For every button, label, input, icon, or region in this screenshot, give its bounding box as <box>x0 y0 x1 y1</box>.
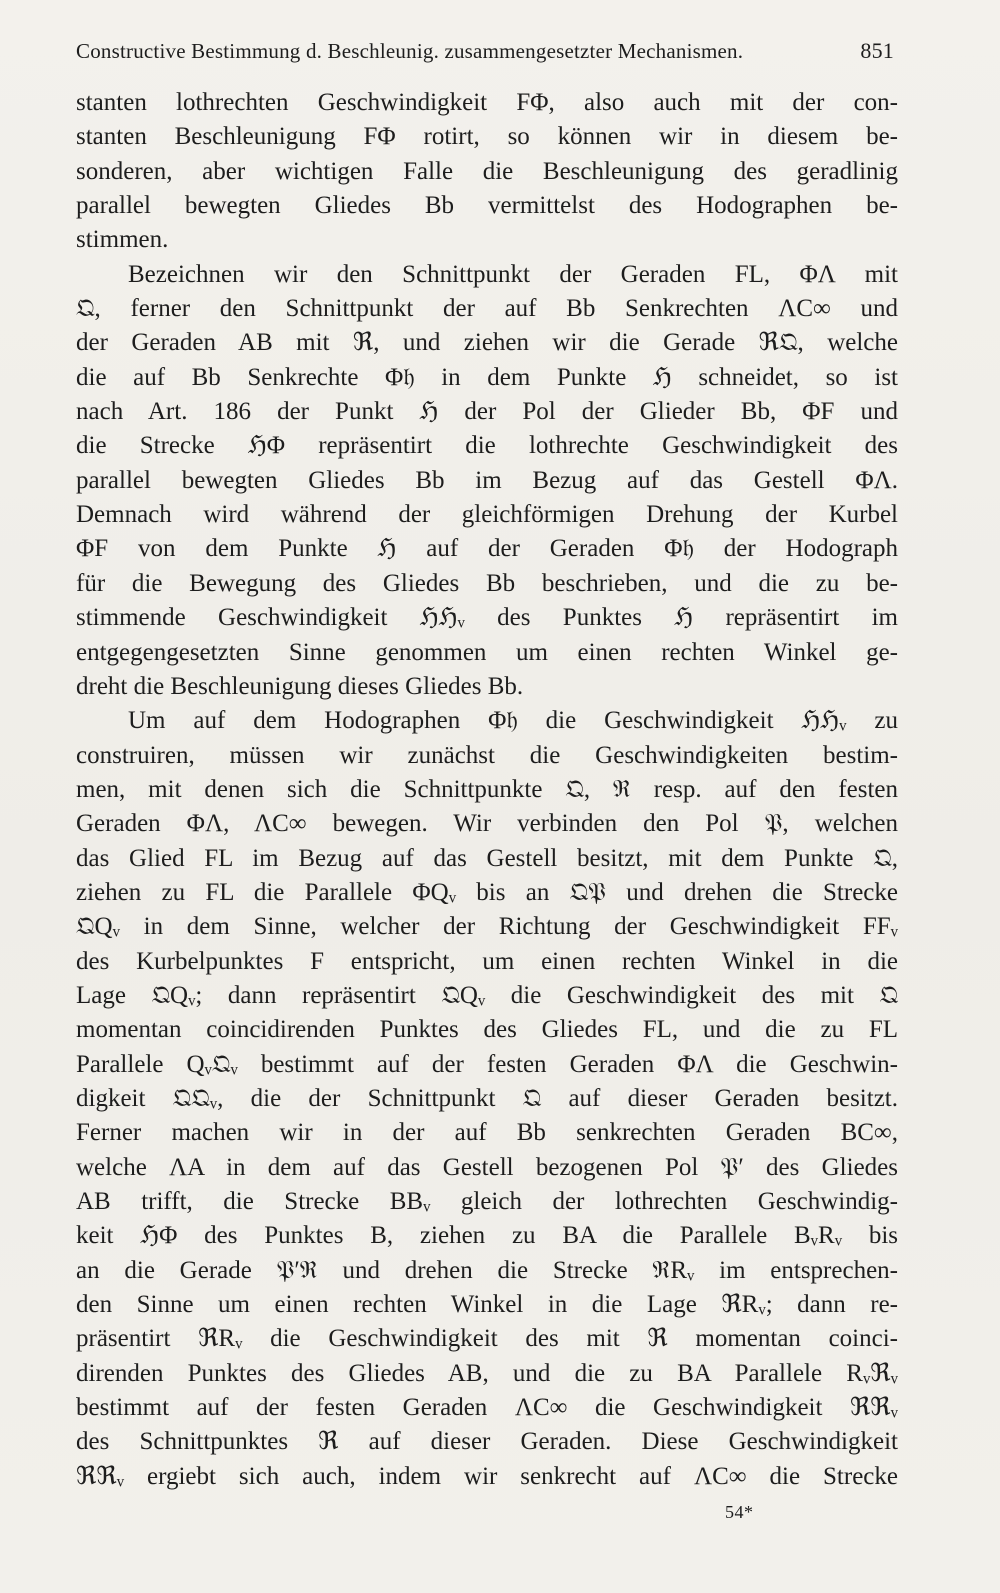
text-line: stimmende Geschwindigkeit ℌℌᵥ des Punktes ℌ repräsentirt im <box>76 604 898 632</box>
text-line: ziehen zu FL die Parallele ΦQᵥ bis an 𝔔𝔓 und drehen die Strecke <box>76 878 898 906</box>
page-number: 851 <box>860 38 894 63</box>
text-line: nach Art. 186 der Punkt ℌ der Pol der Glieder Bb, ΦF und <box>76 398 898 426</box>
text-line: die auf Bb Senkrechte Φ𝔥 in dem Punkte ℌ schneidet, so ist <box>76 363 898 391</box>
text-line: Geraden ΦΛ, ΛC∞ bewegen. Wir verbinden den Pol 𝔓, welchen <box>76 810 898 838</box>
paragraph-start-line: Um auf dem Hodographen Φ𝔥 die Geschwindigkeit ℌℌᵥ zu <box>128 707 898 735</box>
text-line: stanten lothrechten Geschwindigkeit FΦ, also auch mit der con- <box>76 89 898 116</box>
text-line: digkeit 𝔔𝔔ᵥ, die der Schnittpunkt 𝔔 auf dieser Geraden besitzt. <box>76 1084 898 1112</box>
text-line: keit ℌΦ des Punktes B, ziehen zu BA die Parallele BᵥRᵥ bis <box>76 1222 898 1250</box>
text-line: welche ΛA in dem auf das Gestell bezogenen Pol 𝔓′ des Gliedes <box>76 1153 898 1181</box>
text-line: parallel bewegten Gliedes Bb vermittelst des Hodographen be- <box>76 192 898 220</box>
text-line: bestimmt auf der festen Geraden ΛC∞ die Geschwindigkeit ℜℜᵥ <box>76 1394 898 1422</box>
text-line: ℜℜᵥ ergiebt sich auch, indem wir senkrecht auf ΛC∞ die Strecke <box>76 1462 898 1490</box>
text-line: der Geraden AB mit ℜ, und ziehen wir die Gerade ℜ𝔔, welche <box>76 329 898 357</box>
body-text <box>76 86 898 1494</box>
text-line: Demnach wird während der gleichförmigen Drehung der Kurbel <box>76 501 898 529</box>
text-line: sonderen, aber wichtigen Falle die Beschleunigung des geradlinig <box>76 157 898 185</box>
text-line: des Schnittpunktes ℜ auf dieser Geraden. Diese Geschwindigkeit <box>76 1428 898 1456</box>
text-line: Lage 𝔔Qᵥ; dann repräsentirt 𝔔Qᵥ die Geschwindigkeit des mit 𝔔 <box>76 981 898 1009</box>
text-line: men, mit denen sich die Schnittpunkte 𝔔, ℜ resp. auf den festen <box>76 775 898 803</box>
running-title: Constructive Bestimmung d. Beschleunig. zusammengesetzter Mechanismen. <box>76 39 744 63</box>
text-line: stimmen. <box>76 226 169 254</box>
text-line: 𝔔, ferner den Schnittpunkt der auf Bb Senkrechten ΛC∞ und <box>76 295 898 323</box>
paragraph-start-line: Bezeichnen wir den Schnittpunkt der Geraden FL, ΦΛ mit <box>128 260 898 288</box>
text-line: für die Bewegung des Gliedes Bb beschrieben, und die zu be- <box>76 569 898 597</box>
text-line: des Kurbelpunktes F entspricht, um einen rechten Winkel in die <box>76 947 898 975</box>
text-line: präsentirt ℜRᵥ die Geschwindigkeit des mit ℜ momentan coinci- <box>76 1325 898 1353</box>
text-line: ΦF von dem Punkte ℌ auf der Geraden Φ𝔥 der Hodograph <box>76 535 898 563</box>
text-line: an die Gerade 𝔓′ℜ und drehen die Strecke ℜRᵥ im entsprechen- <box>76 1256 898 1284</box>
text-line: die Strecke ℌΦ repräsentirt die lothrechte Geschwindigkeit des <box>76 432 898 460</box>
text-line: momentan coincidirenden Punktes des Gliedes FL, und die zu FL <box>76 1016 898 1044</box>
text-line: direnden Punktes des Gliedes AB, und die zu BA Parallele Rᵥℜᵥ <box>76 1359 898 1387</box>
text-line: 𝔔Qᵥ in dem Sinne, welcher der Richtung der Geschwindigkeit FFᵥ <box>76 913 898 941</box>
text-line: Ferner machen wir in der auf Bb senkrechten Geraden BC∞, <box>76 1119 898 1147</box>
text-line: parallel bewegten Gliedes Bb im Bezug auf das Gestell ΦΛ. <box>76 466 898 494</box>
text-line: AB trifft, die Strecke BBᵥ gleich der lothrechten Geschwindig- <box>76 1188 898 1215</box>
text-line: stanten Beschleunigung FΦ rotirt, so können wir in diesem be- <box>76 123 898 151</box>
text-line: den Sinne um einen rechten Winkel in die Lage ℜRᵥ; dann re- <box>76 1291 898 1319</box>
text-line: Parallele Qᵥ𝔔ᵥ bestimmt auf der festen Geraden ΦΛ die Geschwin- <box>76 1050 898 1078</box>
text-line: entgegengesetzten Sinne genommen um einen rechten Winkel ge- <box>76 638 898 666</box>
page-header <box>76 34 894 68</box>
signature-mark: 54* <box>725 1502 754 1522</box>
text-line: dreht die Beschleunigung dieses Gliedes Bb. <box>76 672 524 700</box>
text-line: construiren, müssen wir zunächst die Geschwindigkeiten bestim- <box>76 741 898 769</box>
text-line: das Glied FL im Bezug auf das Gestell besitzt, mit dem Punkte 𝔔, <box>76 844 898 872</box>
